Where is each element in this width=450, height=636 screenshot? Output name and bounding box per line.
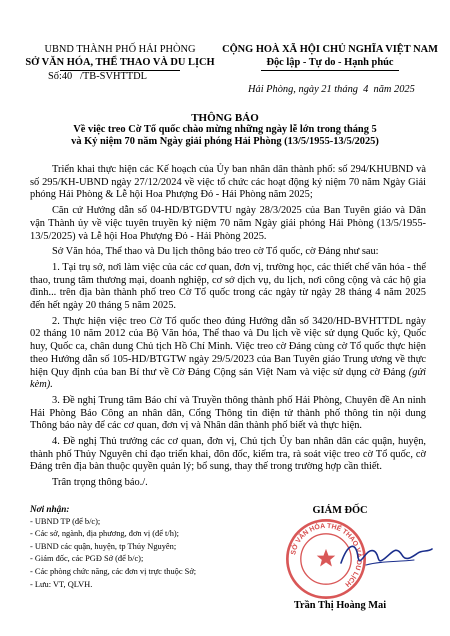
recipient-item: - Lưu: VT, QLVH. xyxy=(30,579,93,589)
recipient-item: - UBND các quận, huyện, tp Thủy Nguyên; xyxy=(30,541,177,551)
recipient-item: - Các sở, ngành, địa phương, đơn vị (để t/h); xyxy=(30,529,180,539)
agency-parent: UBND THÀNH PHỐ HẢI PHÒNG xyxy=(44,44,196,55)
paragraph-announcement-intro: Sở Văn hóa, Thể thao và Du lịch thông báo treo cờ Tổ quốc, cờ Đảng như sau: xyxy=(52,246,379,258)
paragraph-closing: Trân trọng thông báo./. xyxy=(52,477,148,489)
signature-block xyxy=(240,505,440,615)
recipients-block xyxy=(30,503,220,591)
paragraph-basis-plans: Triển khai thực hiện các Kế hoạch của Ủy ban nhân dân thành phố: số 294/KHUBND và số 295/KH-UBND ngày 27/12/2024 về việc tổ chức các hoạt động kỷ niệm 70 năm Ngày Giải phóng Hải Phòng & Lễ hội Hoa Phượng Đỏ - Hải Phòng năm 2025; xyxy=(30,164,426,201)
document-number: Số:40 /TB-SVHTTDL xyxy=(48,71,148,82)
document-subject-line2: và Kỷ niệm 70 năm Ngày giải phóng Hải Phòng (13/5/1955-13/5/2025) xyxy=(71,136,379,147)
paragraph-item-2 xyxy=(30,316,426,392)
paragraph-item-4: 4. Đề nghị Thủ trưởng các cơ quan, đơn vị, Chủ tịch Ủy ban nhân dân các quận, huyện, thành phố Thủy Nguyên chỉ đạo triển khai, đôn đốc, kiểm tra, rà soát việc treo cờ Tổ quốc, cờ Đảng trên địa bàn thuộc quyền quản lý; bổ sung, thay thế trong trường hợp cần thiết. xyxy=(30,436,426,473)
nation-name: CỘNG HOÀ XÃ HỘI CHỦ NGHĨA VIỆT NAM xyxy=(222,44,438,55)
place-and-date: Hải Phòng, ngày 21 tháng 4 năm 2025 xyxy=(248,84,415,95)
document-body xyxy=(30,164,426,493)
motto-underline xyxy=(261,70,399,71)
paragraph-basis-guidance: Căn cứ Hướng dẫn số 04-HD/BTGDVTU ngày 28/3/2025 của Ban Tuyên giáo và Dân vận Thành ủy về việc tuyên truyền kỷ niệm 70 năm Ngày giải phóng Hải Phòng (13/5/1955-13/5/2025) và Lễ hội Hoa Phượng Đỏ - Hải Phòng 2025. xyxy=(30,205,426,242)
recipient-item: - Giám đốc, các PGĐ Sở (để b/c); xyxy=(30,554,144,564)
agency-name: SỞ VĂN HÓA, THỂ THAO VÀ DU LỊCH xyxy=(25,57,215,68)
document-subject-line1: Về việc treo Cờ Tổ quốc chào mừng những ngày lễ lớn trong tháng 5 xyxy=(73,124,377,135)
national-motto: Độc lập - Tự do - Hạnh phúc xyxy=(266,57,394,68)
paragraph-item-3: 3. Đề nghị Trung tâm Báo chí và Truyền thông thành phố Hải Phòng, Chuyên đề An ninh Hải Phòng Báo Công an nhân dân, Cổng Thông tin điện tử thành phố thông tin nội dung Thông báo này để các cơ quan, đơn vị và Nhân dân thành phố biết và thực hiện. xyxy=(30,394,426,432)
recipient-item: - UBND TP (để b/c); xyxy=(30,516,101,526)
seal-text: SỞ VĂN HÓA THỂ THAO VÀ DU LỊCH xyxy=(290,522,363,588)
recipients-label: Nơi nhận: xyxy=(30,504,70,514)
national-header xyxy=(222,43,438,71)
issuing-agency-block xyxy=(20,43,220,71)
item-2-attachment-note: (gửi kèm). xyxy=(30,366,426,391)
paragraph-item-1: 1. Tại trụ sở, nơi làm việc của các cơ quan, đơn vị, trường học, các thiết chế văn hóa - thể thao, trung tâm thương mại, doanh nghiệp, cơ sở dịch vụ, du lịch, nơi công cộng và các hộ gia đình... trên địa bàn thành phố treo Cờ Tổ quốc trong các ngày từ ngày 28 tháng 4 năm 2025 đến hết ngày 20 tháng 5 năm 2025. xyxy=(30,261,426,312)
signer-name: Trần Thị Hoàng Mai xyxy=(293,600,387,611)
item-2-text: 2. Thực hiện việc treo Cờ Tổ quốc theo đúng Hướng dẫn số 3420/HD-BVHTTDL ngày 02 tháng 10 năm 2012 của Bộ Văn hóa, Thể thao và Du lịch về việc sử dụng Quốc kỳ, Quốc huy, Quốc ca, chân dung Chủ tịch Hồ Chí Minh. Việc treo cờ Đảng cùng cờ Tổ quốc thực hiện theo Hướng dẫn số 105-HD/BTGTW ngày 29/5/2023 của Ban Tuyên giáo Trung ương về thực hiện Quy định của ban Bí thư về Cờ Đảng Cộng sản Việt Nam và việc sử dụng cờ Đảng xyxy=(30,315,426,378)
document-type: THÔNG BÁO xyxy=(191,112,259,124)
recipient-item: - Các phòng chức năng, các đơn vị trực thuộc Sở; xyxy=(30,566,197,576)
signer-title: GIÁM ĐỐC xyxy=(312,505,368,516)
handwritten-signature xyxy=(336,535,436,575)
